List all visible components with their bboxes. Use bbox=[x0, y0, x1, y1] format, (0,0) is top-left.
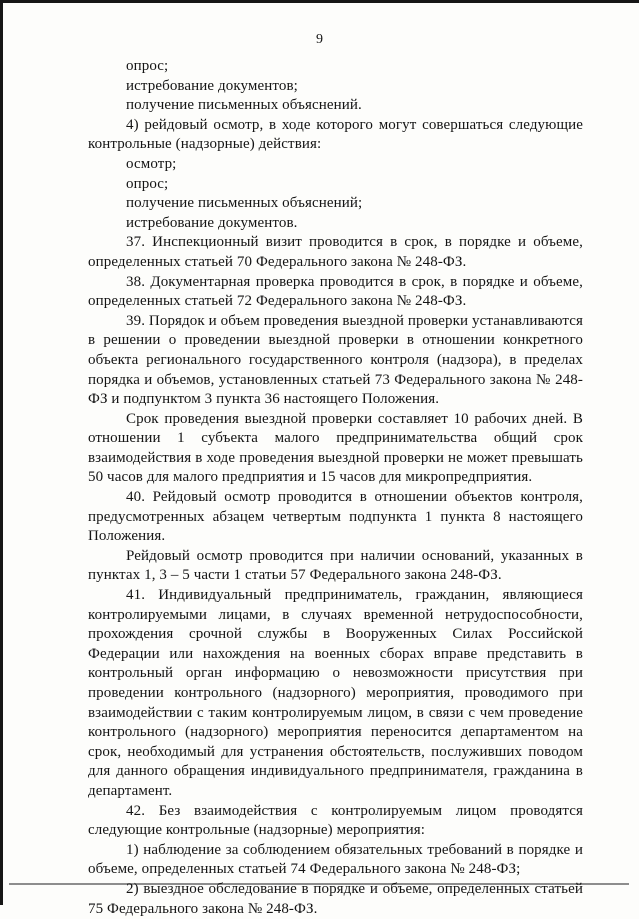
paragraph-list-item: истребование документов. bbox=[126, 214, 298, 231]
paragraph-clause-38: 38. Документарная проверка проводится в срок, в порядке и объеме, определенных статьей 72 Федерального закона № 248-ФЗ. bbox=[88, 273, 583, 310]
scan-artifact-top-edge bbox=[0, 0, 639, 3]
scan-artifact-left-edge bbox=[0, 0, 3, 905]
paragraph-clause-40-continued: Рейдовый осмотр проводится при наличии оснований, указанных в пунктах 1, 3 – 5 части 1 статьи 57 Федерального закона 248-ФЗ. bbox=[88, 547, 583, 584]
paragraph-list-item: осмотр; bbox=[126, 155, 177, 172]
paragraph-list-item: опрос; bbox=[126, 175, 169, 192]
paragraph-list-item: получение письменных объяснений; bbox=[126, 195, 363, 212]
paragraph-clause-39-continued: Срок проведения выездной проверки составляет 10 рабочих дней. В отношении 1 субъекта малого предпринимательства общий срок взаимодействия в ходе проведения выездной проверки не может превышать 50 часов для малого предприятия и 15 часов для микропредприятия. bbox=[88, 410, 583, 486]
paragraph-subitem-4: 4) рейдовый осмотр, в ходе которого могут совершаться следующие контрольные (надзорные) действия: bbox=[88, 116, 583, 153]
paragraph-list-item: опрос; bbox=[126, 58, 169, 74]
paragraph-clause-37: 37. Инспекционный визит проводится в срок, в порядке и объеме, определенных статьей 70 Федерального закона № 248-ФЗ. bbox=[88, 234, 583, 270]
paragraph-clause-41: 41. Индивидуальный предприниматель, гражданин, являющиеся контролируемыми лицами, в случаях временной нетрудоспособности, прохождения срочной службы в Вооруженных Силах Российской Федерации или нахождения на военных сборах вправе представить в контрольный орган информацию о невозможности присутствия при проведении контрольного (надзорного) мероприятия, проводимого при взаимодействии с таким контролируемым лицом, в связи с чем проведение контрольного (надзорного) мероприятия переносится департаментом на срок, необходимый для устранения обстоятельств, послуживших поводом для данного обращения индивидуального предпринимателя, гражданина в департамент. bbox=[88, 587, 583, 799]
paragraph-list-item: получение письменных объяснений. bbox=[126, 97, 362, 114]
document-body bbox=[88, 57, 583, 919]
paragraph-list-item: истребование документов; bbox=[126, 77, 298, 94]
paragraph-subitem-2: 2) выездное обследование в порядке и объеме, определенных статьей 75 Федерального закона № 248-ФЗ. bbox=[88, 880, 583, 917]
paragraph-clause-42: 42. Без взаимодействия с контролируемым лицом проводятся следующие контрольные (надзорные) мероприятия: bbox=[88, 802, 583, 839]
paragraph-clause-40: 40. Рейдовый осмотр проводится в отношении объектов контроля, предусмотренных абзацем четвертым подпункта 1 пункта 8 настоящего Положения. bbox=[88, 489, 583, 545]
paragraph-clause-39: 39. Порядок и объем проведения выездной проверки устанавливаются в решении о проведении выездной проверки в отношении конкретного объекта регионального государственного контроля (надзора), в пределах порядка и объемов, установленных статьей 73 Федерального закона № 248-ФЗ и подпунктом 3 пункта 36 настоящего Положения. bbox=[88, 312, 583, 408]
page-number: 9 bbox=[316, 32, 323, 47]
paragraph-subitem-1: 1) наблюдение за соблюдением обязательных требований в порядке и объеме, определенных статьей 74 Федерального закона № 248-ФЗ; bbox=[88, 841, 583, 878]
